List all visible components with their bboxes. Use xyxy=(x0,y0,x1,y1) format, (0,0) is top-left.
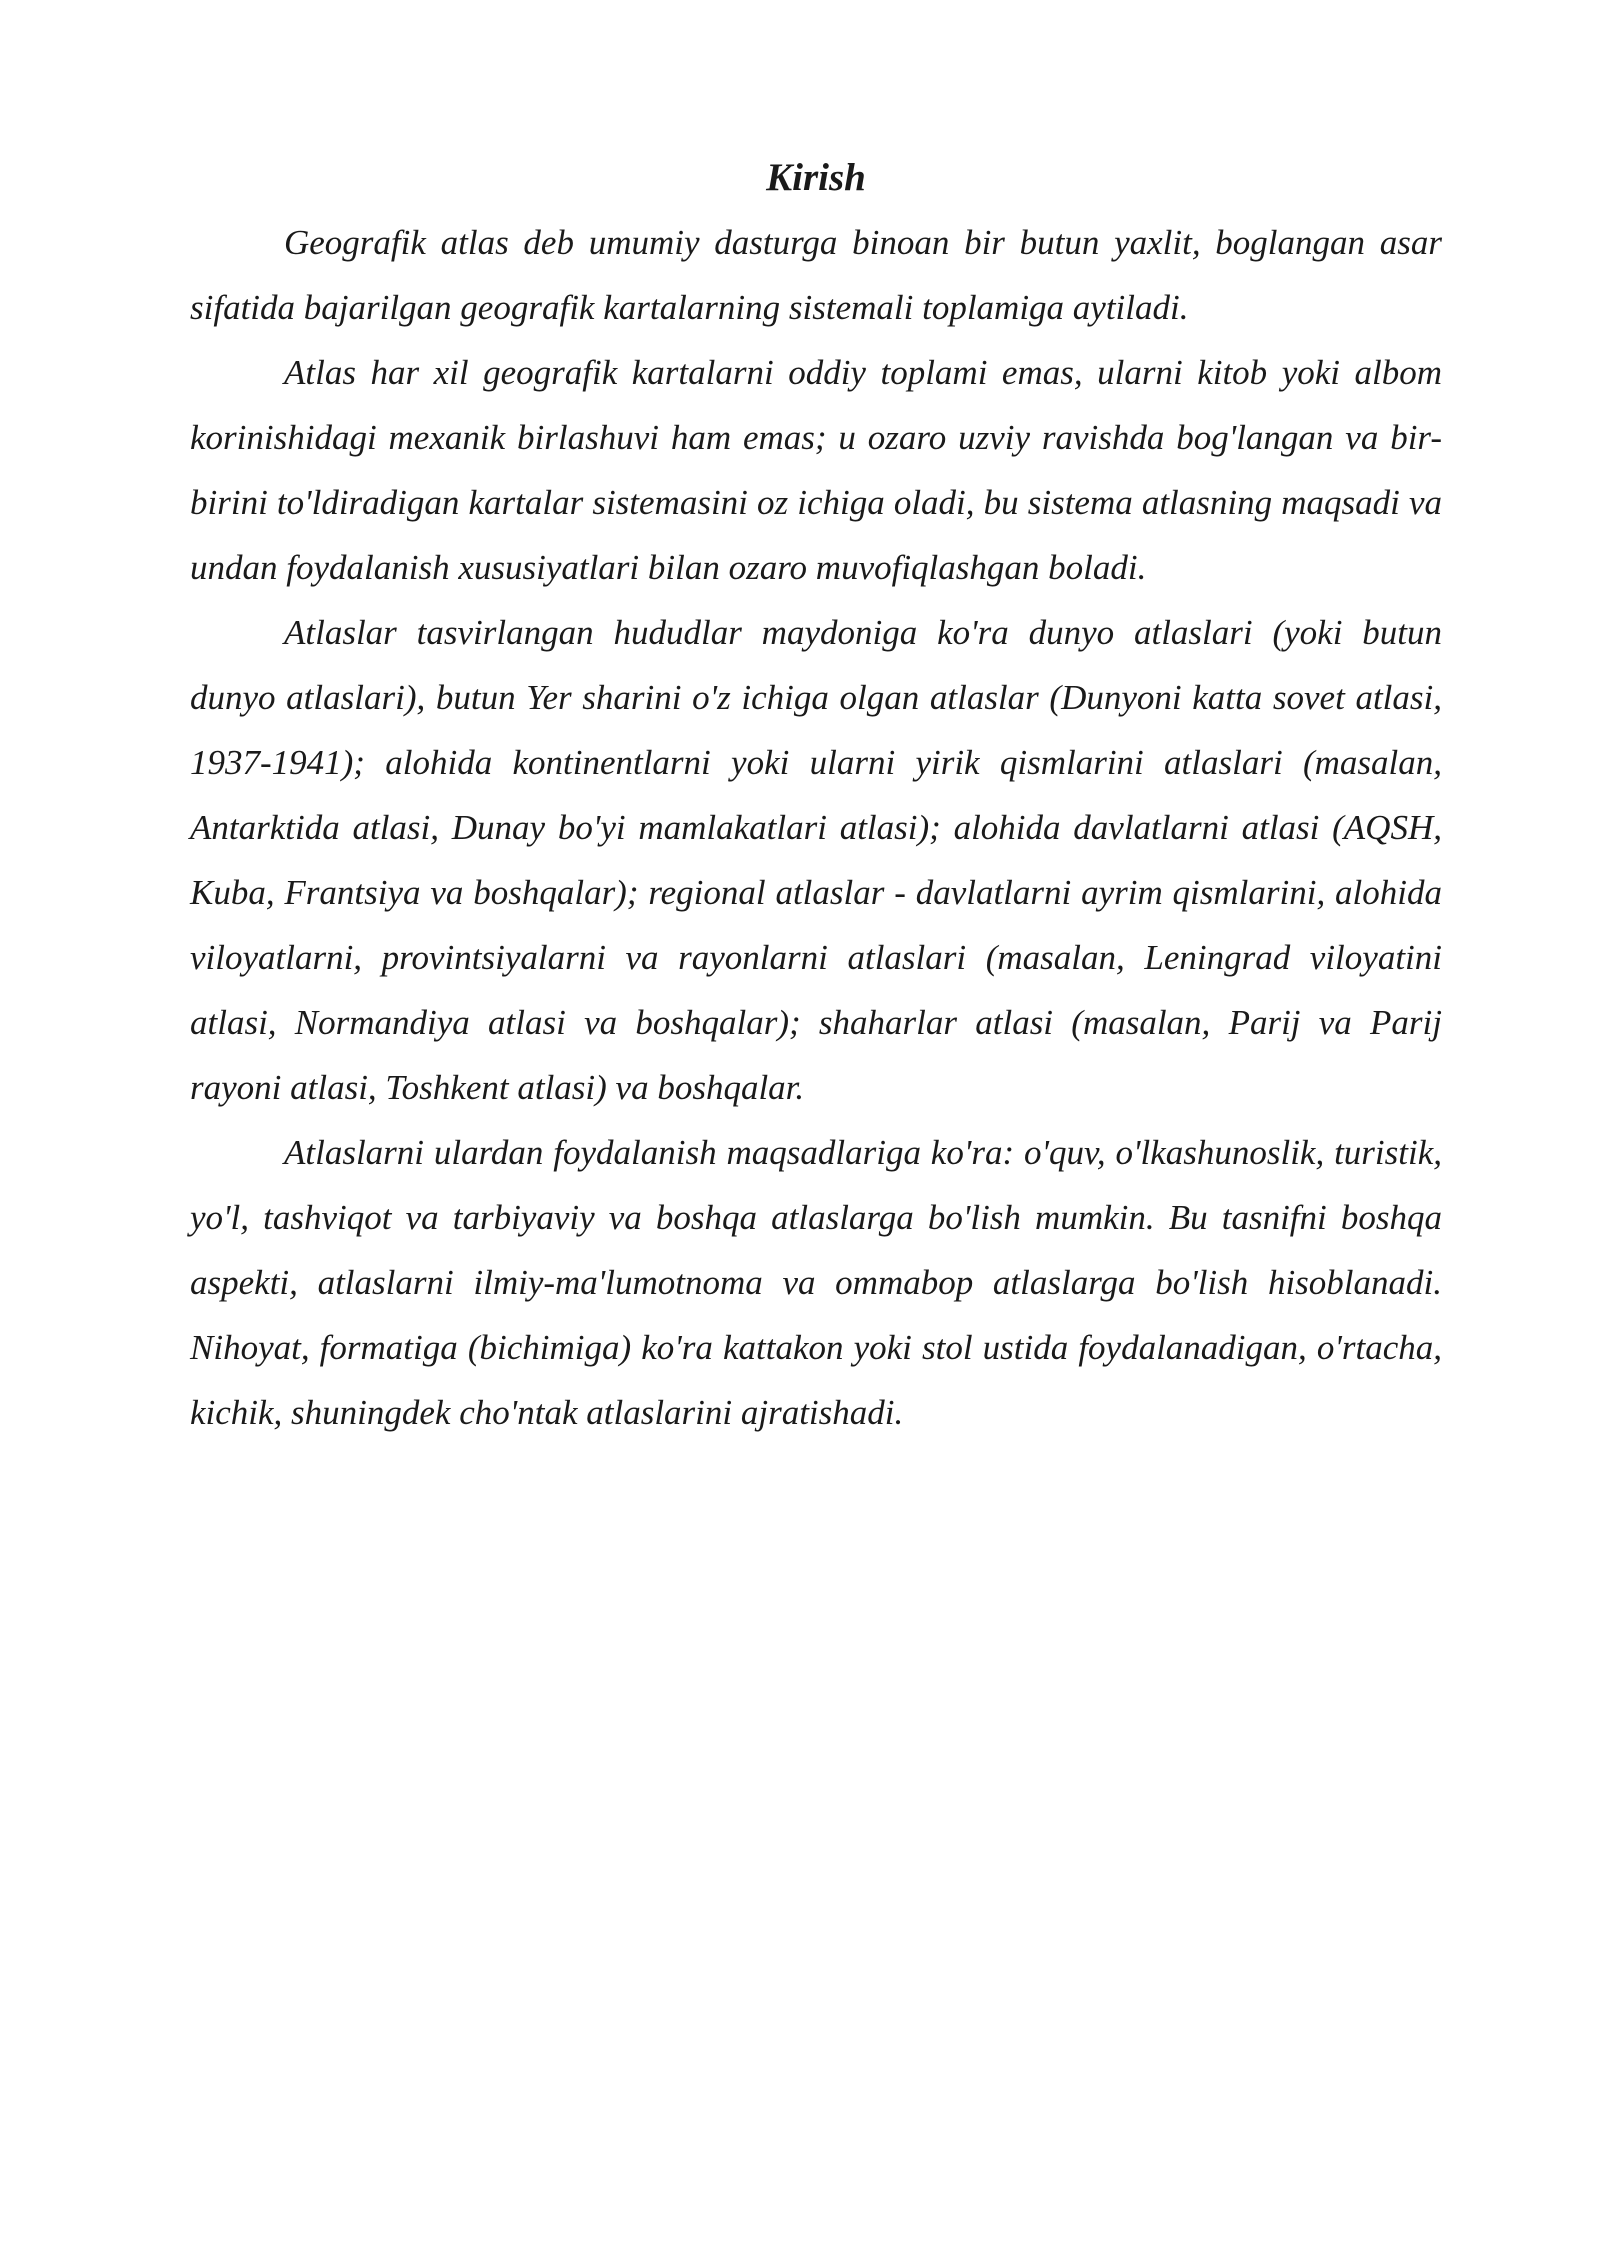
paragraph-4: Atlaslarni ulardan foydalanish maqsadlariga ko'ra: o'quv, o'lkashunoslik, turistik, yo'l, tashviqot va tarbiyaviy va boshqa atlaslarga bo'lish mumkin. Bu tasnifni boshqa aspekti, atlaslarni ilmiy-ma'lumotnoma va ommabop atlaslarga bo'lish hisoblanadi. Nihoyat, formatiga (bichimiga) ko'ra kattakon yoki stol ustida foydalanadigan, o'rtacha, kichik, shuningdek cho'ntak atlaslarini ajratishadi. xyxy=(190,1133,1442,1432)
paragraph-1: Geografik atlas deb umumiy dasturga binoan bir butun yaxlit, boglangan asar sifatida bajarilgan geografik kartalarning sistemali toplamiga aytiladi. xyxy=(190,223,1442,327)
paragraph-3: Atlaslar tasvirlangan hududlar maydoniga ko'ra dunyo atlaslari (yoki butun dunyo atlaslari), butun Yer sharini o'z ichiga olgan atlaslar (Dunyoni katta sovet atlasi, 1937-1941); alohida kontinentlarni yoki ularni yirik qismlarini atlaslari (masalan, Antarktida atlasi, Dunay bo'yi mamlakatlari atlasi); alohida davlatlarni atlasi (AQSH, Kuba, Frantsiya va boshqalar); regional atlaslar - davlatlarni ayrim qismlarini, alohida viloyatlarni, provintsiyalarni va rayonlarni atlaslari (masalan, Leningrad viloyatini atlasi, Normandiya atlasi va boshqalar); shaharlar atlasi (masalan, Parij va Parij rayoni atlasi, Toshkent atlasi) va boshqalar. xyxy=(190,613,1442,1107)
page-title: Kirish xyxy=(766,156,866,199)
document-body xyxy=(190,150,1442,1445)
paragraph-2: Atlas har xil geografik kartalarni oddiy toplami emas, ularni kitob yoki albom korinishidagi mexanik birlashuvi ham emas; u ozaro uzviy ravishda bog'langan va bir-birini to'ldiradigan kartalar sistemasini oz ichiga oladi, bu sistema atlasning maqsadi va undan foydalanish xususiyatlari bilan ozaro muvofiqlashgan boladi. xyxy=(190,353,1442,587)
